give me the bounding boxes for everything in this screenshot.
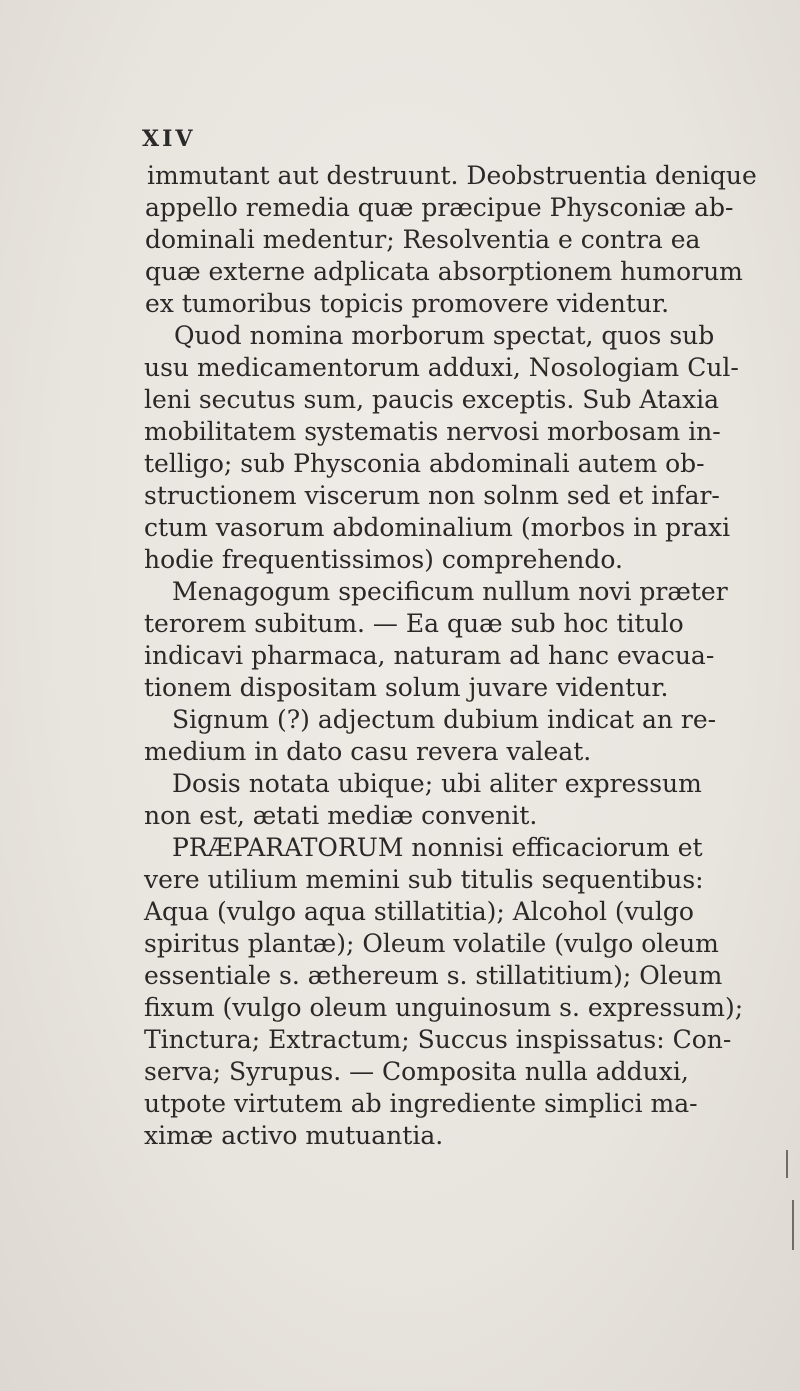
- text-line: immutant aut destruunt. Deobstruentia denique: [147, 161, 757, 190]
- text-line: Aqua (vulgo aqua stillatitia); Alcohol (vulgo: [144, 897, 694, 926]
- text-line: PRÆPARATORUM nonnisi efficaciorum et: [172, 833, 703, 862]
- text-line: essentiale s. æthereum s. stillatitium); Oleum: [144, 961, 723, 990]
- text-line: serva; Syrupus. — Composita nulla adduxi,: [144, 1057, 689, 1086]
- text-line: medium in dato casu revera valeat.: [144, 737, 592, 766]
- text-line: structionem viscerum non solnm sed et infar-: [144, 481, 720, 510]
- text-line: non est, ætati mediæ convenit.: [144, 801, 538, 830]
- text-line: terorem subitum. — Ea quæ sub hoc titulo: [144, 609, 684, 638]
- page-number: XIV: [142, 126, 196, 152]
- text-line: ximæ activo mutuantia.: [144, 1121, 444, 1150]
- text-line: hodie frequentissimos) comprehendo.: [144, 545, 623, 574]
- text-line: Signum (?) adjectum dubium indicat an re-: [172, 705, 717, 734]
- text-line: telligo; sub Physconia abdominali autem ob-: [144, 449, 705, 478]
- text-line: indicavi pharmaca, naturam ad hanc evacua-: [144, 641, 715, 670]
- margin-ink-marks: [784, 1150, 796, 1280]
- text-line: Dosis notata ubique; ubi aliter expressum: [172, 769, 702, 798]
- text-line: ex tumoribus topicis promovere videntur.: [145, 289, 670, 318]
- text-line: spiritus plantæ); Oleum volatile (vulgo oleum: [144, 929, 719, 958]
- text-line: utpote virtutem ab ingrediente simplici ma-: [144, 1089, 698, 1118]
- text-line: Tinctura; Extractum; Succus inspissatus: Con-: [144, 1025, 732, 1054]
- text-line: Menagogum specificum nullum novi præter: [172, 577, 728, 606]
- text-line: vere utilium memini sub titulis sequentibus:: [144, 865, 704, 894]
- text-line: ctum vasorum abdominalium (morbos in praxi: [144, 513, 731, 542]
- text-line: Quod nomina morborum spectat, quos sub: [174, 321, 715, 350]
- text-line: tionem dispositam solum juvare videntur.: [144, 673, 669, 702]
- text-line: fixum (vulgo oleum unguinosum s. expressum);: [144, 993, 744, 1022]
- text-line: appello remedia quæ præcipue Physconiæ ab-: [145, 193, 734, 222]
- text-line: usu medicamentorum adduxi, Nosologiam Cul-: [144, 353, 739, 382]
- text-line: quæ externe adplicata absorptionem humorum: [145, 257, 743, 286]
- text-line: mobilitatem systematis nervosi morbosam in-: [144, 417, 721, 446]
- text-line: leni secutus sum, paucis exceptis. Sub Ataxia: [144, 385, 719, 414]
- text-line: dominali medentur; Resolventia e contra ea: [145, 225, 701, 254]
